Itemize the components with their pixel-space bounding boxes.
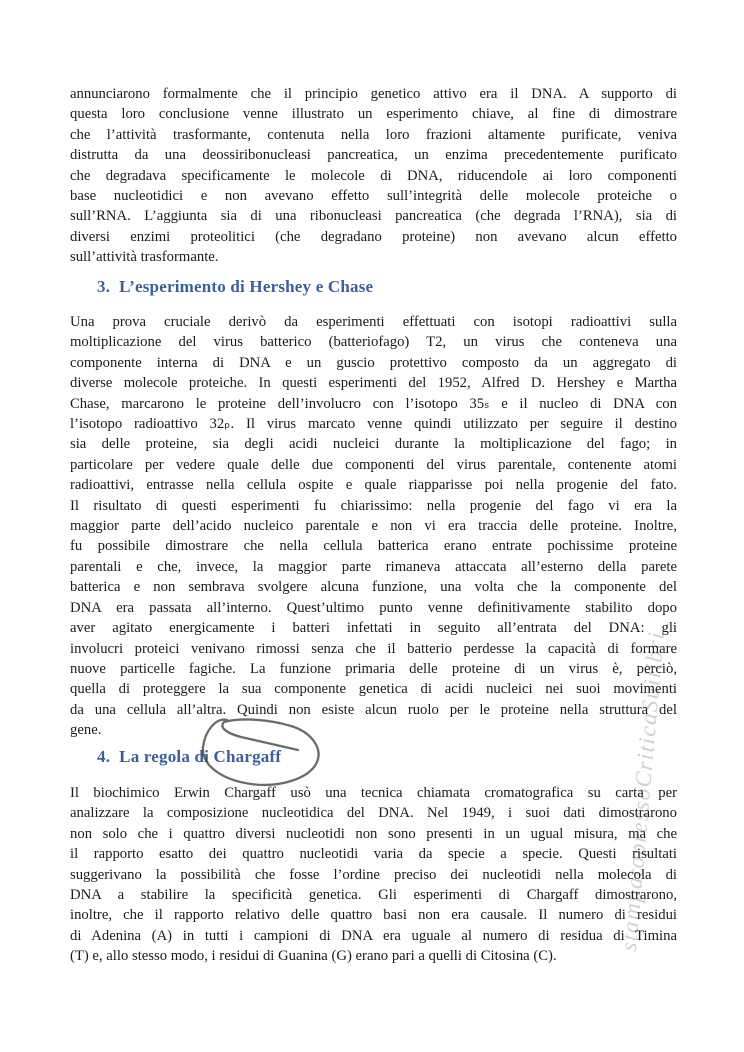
paragraph-2 — [70, 312, 677, 741]
text-line: (T) e, allo stesso modo, i residui di Guanina (G) erano pari a quelli di Citosina (C). — [70, 948, 557, 965]
text-line: gene. — [70, 722, 102, 739]
watermark: stampatopressoCriticaSuilibri — [616, 629, 669, 953]
paragraph-1 — [70, 84, 677, 268]
text-line: involucri proteici venivano rimossi senza che il batterio perdesse la capacità di formare — [70, 640, 677, 657]
text-line: Il risultato di questi esperimenti fu chiarissimo: nella progenie del fago vi era la — [70, 497, 677, 514]
text-line: analizzare la composizione nucleotidica del DNA. Nel 1949, i suoi dati dimostrarono — [70, 805, 677, 822]
section-number: 4. — [97, 747, 111, 766]
text-line: sia delle proteine, sia degli acidi nucleici durante la moltiplicazione del fago; in — [70, 436, 677, 453]
text-line: DNA era passata all’interno. Quest’ultimo punto venne definitivamente stabilito dopo — [70, 599, 677, 616]
text-line: Una prova cruciale derivò da esperimenti effettuati con isotopi radioattivi sulla — [70, 314, 677, 330]
text-line: sull’RNA. L’aggiunta sia di una ribonucleasi pancreatica (che degrada l’RNA), sia di — [70, 208, 677, 225]
text-line: base nucleotidici e non avevano effetto sull’integrità delle molecole proteiche o — [70, 188, 677, 205]
text-line: maggior parte dell’acido nucleico parentale e non vi era traccia delle proteine. Inoltre, — [70, 518, 677, 535]
text-line: che l’attività trasformante, contenuta nella loro frazioni altamente purificate, veniva — [70, 126, 677, 143]
text-line: Chase, marcarono le proteine dell’involucro con l’isotopo 35ₛ e il nucleo di DNA con — [70, 395, 677, 412]
text-line: da una cellula all’altra. Quindi non esiste alcun ruolo per le proteine nella struttura del — [70, 701, 677, 718]
text-line: componente interna di DNA e un guscio protettivo composto da un aggregato di — [70, 354, 677, 371]
section-title: La regola di Chargaff — [119, 747, 282, 766]
text-line: suggerivano la possibilità che fosse l’ordine preciso dei nucleotidi nella molecola di — [70, 866, 677, 883]
text-line: fu possibile dimostrare che nella cellula batterica erano entrate pochissime proteine — [70, 538, 677, 555]
text-line: diverse molecole proteiche. In questi esperimenti del 1952, Alfred D. Hershey e Martha — [70, 375, 677, 392]
text-line: sull’attività trasformante. — [70, 249, 219, 266]
text-line: particolare per vedere quale delle due componenti del virus parentale, contenente atomi — [70, 456, 677, 473]
text-line: distrutta da una deossiribonucleasi pancreatica, un enzima precedentemente purificato — [70, 147, 677, 164]
text-line: quella di proteggere la sua componente genetica di acidi nucleici nei suoi movimenti — [70, 681, 677, 698]
text-line: Il biochimico Erwin Chargaff usò una tecnica chiamata cromatografica su carta per — [70, 785, 677, 801]
text-line: DNA a stabilire la specificità genetica. Gli esperimenti di Chargaff dimostrarono, — [70, 887, 677, 904]
text-line: questa loro conclusione venne illustrato un esperimento chiave, al fine di dimostrare — [70, 106, 677, 123]
text-line: il rapporto esatto dei quattro nucleotidi varia da specie a specie. Questi risultati — [70, 846, 677, 863]
text-line: annunciarono formalmente che il principio genetico attivo era il DNA. A supporto di — [70, 86, 677, 102]
text-line: di Adenina (A) in tutti i campioni di DNA era uguale al numero di residua di Timina — [70, 927, 677, 944]
text-line: moltiplicazione del virus batterico (batteriofago) T2, un virus che conteneva una — [70, 334, 677, 351]
text-line: parentali e che, invece, la maggior parte rimaneva attaccata all’esterno della parete — [70, 558, 677, 575]
section-number: 3. — [97, 277, 111, 296]
text-line: non solo che i quattro diversi nucleotidi non sono presenti in un ugual misura, ma che — [70, 825, 677, 842]
text-line: l’isotopo radioattivo 32ₚ. Il virus marcato venne quindi utilizzato per seguire il destino — [70, 416, 677, 433]
text-line: aver agitato energicamente i batteri infettati in seguito all’entrata del DNA: gli — [70, 620, 677, 637]
section-heading-3 — [97, 277, 373, 297]
text-line: batterica e non sembrava svolgere alcuna funzione, una volta che la componente del — [70, 579, 677, 596]
text-line: inoltre, che il rapporto relativo delle quattro basi non era causale. Il numero di residui — [70, 907, 677, 924]
text-line: radioattivi, entrasse nella cellula ospite e quale riapparisse poi nella progenie del fato. — [70, 477, 677, 494]
paragraph-3 — [70, 783, 677, 967]
text-line: diversi enzimi proteolitici (che degradano proteine) non avevano alcun effetto — [70, 228, 677, 245]
text-line: che degradava specificamente le molecole di DNA, riducendole ai loro componenti — [70, 167, 677, 184]
section-heading-4 — [97, 747, 281, 767]
text-line: nuove particelle fagiche. La funzione primaria delle proteine di un virus è, perciò, — [70, 660, 677, 677]
section-title: L’esperimento di Hershey e Chase — [119, 277, 374, 296]
